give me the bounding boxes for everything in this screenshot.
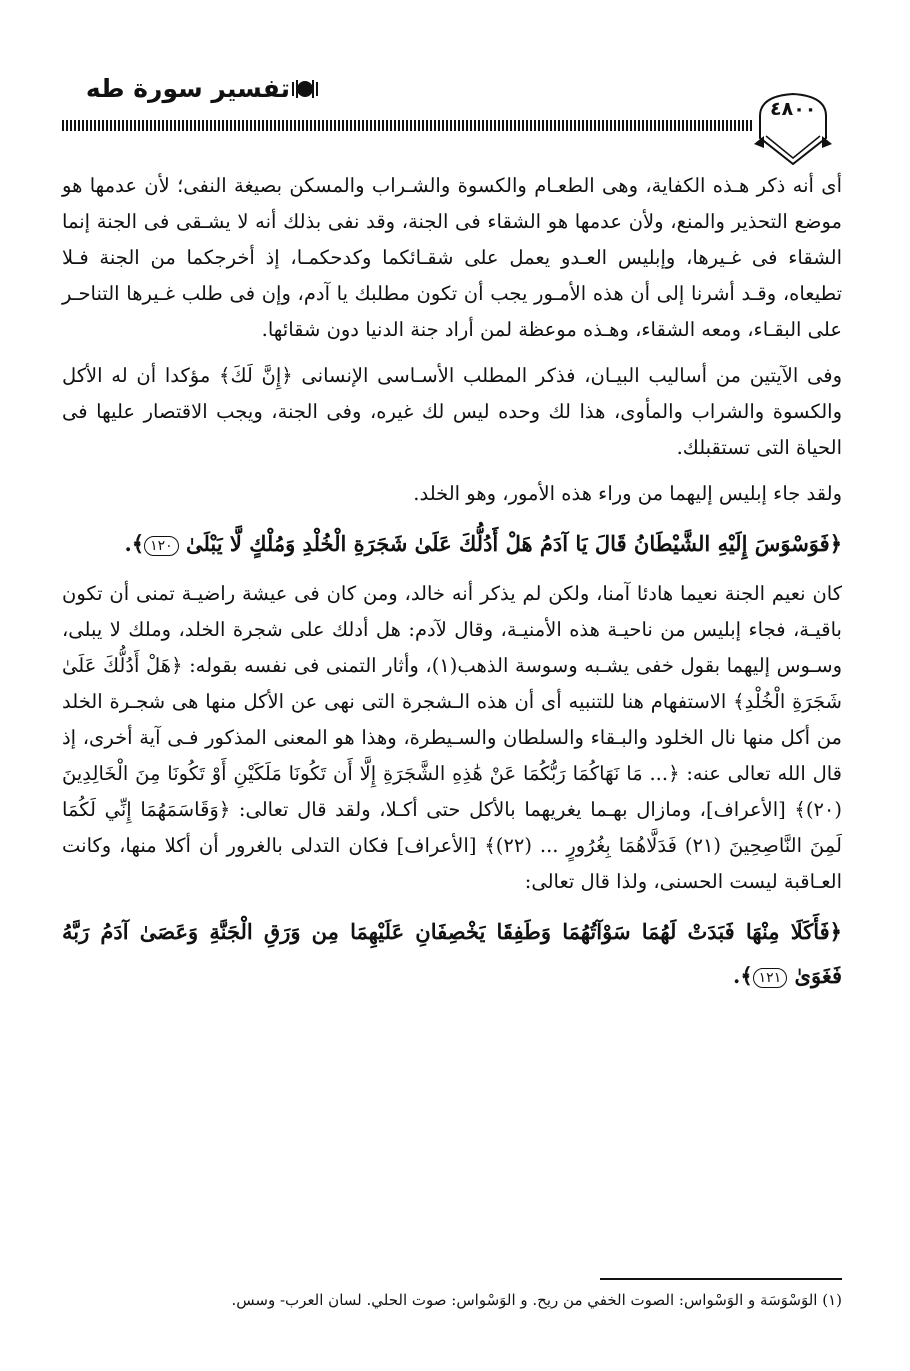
paragraph: أى أنه ذكر هـذه الكفاية، وهى الطعـام والكسوة والشـراب والمسكن بصيغة النفى؛ لأن عدمها هو موضع التحذير والمنع، ولأن عدمها هو الشقاء فى الجنة، وقد نفى بذلك أنه لا يشـقى فى الجنة إنما الشقاء فى غـيرها، وإبليس العـدو يعمل على شقـائكما وكدحكمـا، إذ أخرجكما من الجنة فـلا تطيعاه، وقـد أشرنا إلى أن هذه الأمـور يجب أن تكون مطلبك يا آدم، وإن فى طلب غـيرها التناحـر على البقـاء، ومعه الشقاء، وهـذه موعظة لمن أراد جنة الدنيا دون شقائها. [62,174,842,341]
paragraph: كان نعيم الجنة نعيما هادئا آمنا، ولكن لم يذكر أنه خالد، ومن كان فى عيشة راضيـة تمنى أن تكون باقيـة، فجاء إبليس من ناحيـة هذه الأمنيـة، وقال لآدم: هل أدلك على شجرة الخلد، وملك لا يبلى، وسـوس إليهما بقول خفى يشـبه وسوسة الذهب(١)، وأثار التمنى فى نفسه بقوله: ﴿هَلْ أَدُلُّكَ عَلَىٰ شَجَرَةِ الْخُلْدِ﴾ الاستفهام هنا للتنبيه أى أن هذه الـشجرة التى نهى عن الأكل منها هى شجـرة الخلد من أكل منها نال الخلود والبـقاء والسلطان والسـيطرة، وهذا هو المعنى المذكور فـى آية أخرى، إذ قال الله تعالى عنه: ﴿... مَا نَهَاكُمَا رَبُّكُمَا عَنْ هَٰذِهِ الشَّجَرَةِ إِلَّا أَن تَكُونَا مَلَكَيْنِ أَوْ تَكُونَا مِنَ الْخَالِدِينَ (٢٠)﴾ [الأعراف]، ومازال بهـما يغريهما بالأكل حتى أكـلا، ولقد قال تعالى: ﴿وَقَاسَمَهُمَا إِنِّي لَكُمَا لَمِنَ النَّاصِحِينَ (٢١) فَدَلَّاهُمَا بِغُرُورٍ ... (٢٢)﴾ [الأعراف] فكان التدلى بالغرور أن أكلا منها، وكانت العـاقبة ليست الحسنى، ولذا قال تعالى: [62,582,842,893]
ayah-number: ١٢١ [753,968,788,988]
footnote-rule [600,1278,842,1280]
verse-text: ﴿فَوَسْوَسَ إِلَيْهِ الشَّيْطَانُ قَالَ يَا آدَمُ هَلْ أَدُلُّكَ عَلَىٰ شَجَرَةِ الْخُلْدِ وَمُلْكٍ لَّا يَبْلَىٰ [185,531,842,556]
page-body [62,168,842,1008]
paragraph: ولقد جاء إبليس إليهما من وراء هذه الأمور، وهو الخلد. [413,482,842,505]
paragraph: وفى الآيتين من أساليب البيـان، فذكر المطلب الأسـاسى الإنسانى ﴿إِنَّ لَكَ﴾ مؤكدا أن له الأكل والكسوة والشراب والمأوى، هذا لك وحده ليس لك غيره، وفى الجنة، ويجب الاقتصار عليها فى الحياة التى تستقبلك. [62,364,842,459]
running-header-title: تفسير سورة طه [85,74,290,103]
verse-text: ﴿فَأَكَلَا مِنْهَا فَبَدَتْ لَهُمَا سَوْآتُهُمَا وَطَفِقَا يَخْصِفَانِ عَلَيْهِمَا مِن وَرَقِ الْجَنَّةِ وَعَصَىٰ آدَمُ رَبَّهُ فَغَوَىٰ [62,919,842,988]
quran-verse [62,522,842,566]
header-ornament-icon [290,78,320,100]
verse-close: ﴾. [124,531,145,556]
page-number: ٤٨٠٠ [770,98,817,120]
verse-close: ﴾. [733,963,753,988]
footnote: (١) الوَسْوَسَة و الوَسْواس: الصوت الخفي من ريح. و الوَسْواس: صوت الحلي. لسان العرب- وسس. [231,1291,842,1309]
quran-verse [62,910,842,998]
ayah-number: ١٢٠ [144,536,179,556]
header-rule [62,120,752,131]
